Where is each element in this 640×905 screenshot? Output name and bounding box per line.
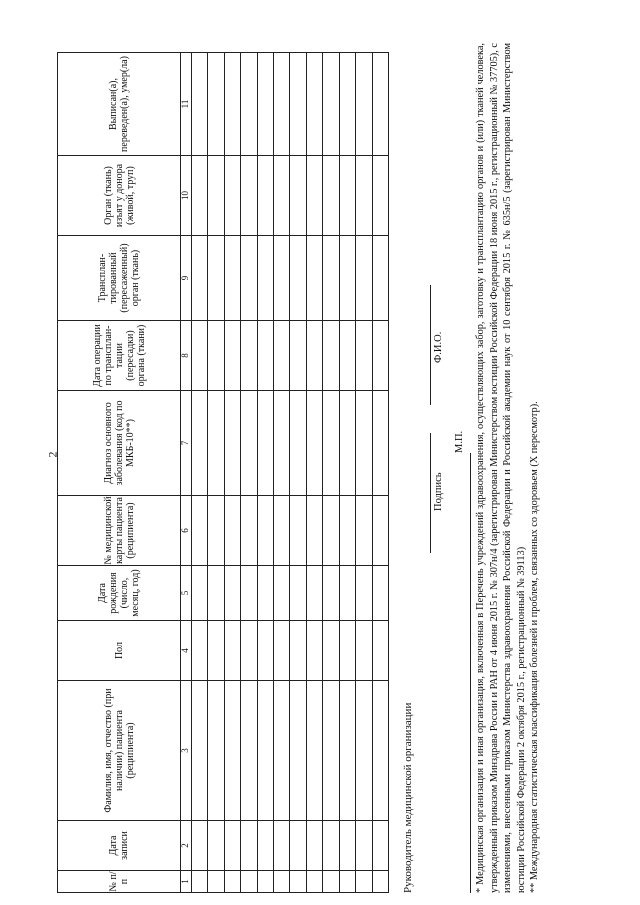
col-header-diagnosis: Диагноз основного заболевания (код по МКБ-10**)	[58, 391, 181, 496]
organization-head-label: Руководитель медицинской организации	[402, 702, 414, 893]
table-cell	[290, 496, 306, 566]
table-cell	[257, 156, 273, 236]
table-cell	[339, 871, 355, 893]
table-cell	[356, 391, 372, 496]
table-cell	[356, 821, 372, 871]
table-cell	[224, 681, 240, 821]
table-cell	[356, 871, 372, 893]
table-row	[208, 53, 224, 893]
table-cell	[372, 391, 388, 496]
footnote-rule	[470, 453, 471, 893]
table-cell	[257, 321, 273, 391]
table-cell	[339, 236, 355, 321]
name-label: Ф.И.О.	[433, 331, 444, 363]
table-cell	[191, 391, 207, 496]
table-cell	[241, 236, 257, 321]
col-number: 5	[181, 566, 192, 621]
col-number: 11	[181, 53, 192, 156]
table-cell	[290, 391, 306, 496]
table-cell	[372, 871, 388, 893]
table-cell	[306, 681, 322, 821]
col-number: 1	[181, 871, 192, 893]
table-cell	[339, 681, 355, 821]
table-cell	[306, 821, 322, 871]
col-header-operation-date: Дата операции по трансплан-тации (пересадки) органа (ткани)	[58, 321, 181, 391]
signature-label: Подпись	[433, 472, 444, 511]
col-number: 10	[181, 156, 192, 236]
table-cell	[274, 566, 290, 621]
page-number: 2	[45, 451, 60, 458]
table-cell	[290, 156, 306, 236]
table-cell	[323, 236, 339, 321]
table-cell	[356, 321, 372, 391]
table-cell	[306, 871, 322, 893]
table-cell	[356, 496, 372, 566]
table-row	[224, 53, 240, 893]
table-cell	[323, 871, 339, 893]
table-cell	[274, 871, 290, 893]
stamp-label: М.П.	[454, 430, 465, 453]
name-line	[430, 285, 431, 405]
col-header-transplanted-organ: Трансплан-тированный (пересаженный) орган (ткань)	[58, 236, 181, 321]
col-header-donor: Орган (ткань) изъят у донора (живой, труп)	[58, 156, 181, 236]
table-cell	[356, 681, 372, 821]
table-cell	[241, 321, 257, 391]
table-cell	[191, 681, 207, 821]
table-cell	[290, 321, 306, 391]
col-number: 9	[181, 236, 192, 321]
table-cell	[323, 156, 339, 236]
table-cell	[191, 156, 207, 236]
table-cell	[208, 53, 224, 156]
header-row	[58, 53, 181, 893]
footnotes	[470, 43, 542, 893]
table-cell	[257, 53, 273, 156]
col-number: 4	[181, 621, 192, 681]
table-cell	[339, 156, 355, 236]
table-cell	[241, 496, 257, 566]
table-cell	[323, 566, 339, 621]
col-number: 3	[181, 681, 192, 821]
col-header-record-date: Дата записи	[58, 821, 181, 871]
table-cell	[306, 156, 322, 236]
table-cell	[339, 496, 355, 566]
table-cell	[224, 53, 240, 156]
table-cell	[208, 566, 224, 621]
table-cell	[208, 496, 224, 566]
table-cell	[323, 53, 339, 156]
table-cell	[241, 621, 257, 681]
column-number-row	[181, 53, 192, 893]
table-cell	[339, 566, 355, 621]
table-cell	[257, 621, 273, 681]
table-cell	[224, 391, 240, 496]
col-header-birth-date: Дата рождения (число, месяц, год)	[58, 566, 181, 621]
table-cell	[323, 321, 339, 391]
table-cell	[372, 566, 388, 621]
table-cell	[372, 621, 388, 681]
table-row	[241, 53, 257, 893]
table-cell	[356, 566, 372, 621]
table-cell	[274, 621, 290, 681]
table-cell	[356, 156, 372, 236]
table-cell	[339, 321, 355, 391]
col-number: 2	[181, 821, 192, 871]
table-cell	[224, 321, 240, 391]
table-cell	[208, 236, 224, 321]
table-cell	[274, 156, 290, 236]
table-cell	[356, 621, 372, 681]
table-cell	[274, 821, 290, 871]
col-header-patient-name: Фамилия, имя, отчество (при наличии) пациента (реципиента)	[58, 681, 181, 821]
table-cell	[290, 621, 306, 681]
table-cell	[306, 321, 322, 391]
table-cell	[339, 53, 355, 156]
table-cell	[323, 496, 339, 566]
table-cell	[290, 236, 306, 321]
table-cell	[323, 391, 339, 496]
signature-block	[392, 13, 482, 893]
table-cell	[356, 236, 372, 321]
table-cell	[257, 871, 273, 893]
col-number: 7	[181, 391, 192, 496]
table-cell	[290, 681, 306, 821]
table-cell	[224, 236, 240, 321]
table-cell	[339, 821, 355, 871]
table-cell	[306, 53, 322, 156]
table-row	[290, 53, 306, 893]
table-cell	[306, 236, 322, 321]
table-cell	[208, 156, 224, 236]
table-row	[191, 53, 207, 893]
table-cell	[323, 681, 339, 821]
table-cell	[257, 496, 273, 566]
table-row	[356, 53, 372, 893]
footnote-1: * Медицинская организация и иная организация, включенная в Перечень учреждений здравоохранения, осуществляющих забор, заготовку и трансплантацию органов и (или) тканей человека, утвержденный приказом Минздрава России и РАН от 4 июня 2015 г. № 307н/4 (зарегистрирован Министерством юстиции Российской Федерации 18 июня 2015 г., регистрационный № 37705), с изменениями, внесенными приказом Министерства здравоохранения Российской Федерации и Российской академии наук от 10 сентября 2015 г. № 635н/5 (зарегистрирован Министерством юстиции Российской Федерации 2 октября 2015 г., регистрационный № 39113)	[475, 43, 527, 893]
table-cell	[208, 871, 224, 893]
table-row	[274, 53, 290, 893]
table-cell	[208, 681, 224, 821]
table-cell	[372, 821, 388, 871]
table-cell	[257, 681, 273, 821]
table-cell	[356, 53, 372, 156]
table-cell	[290, 821, 306, 871]
table-cell	[191, 871, 207, 893]
table-cell	[224, 156, 240, 236]
table-cell	[208, 391, 224, 496]
col-header-number: № п/п	[58, 871, 181, 893]
table-cell	[274, 681, 290, 821]
table-cell	[290, 871, 306, 893]
table-cell	[306, 496, 322, 566]
table-cell	[208, 321, 224, 391]
table-cell	[241, 821, 257, 871]
table-cell	[323, 621, 339, 681]
table-cell	[224, 566, 240, 621]
table-cell	[306, 621, 322, 681]
table-cell	[191, 621, 207, 681]
table-cell	[372, 496, 388, 566]
table-cell	[191, 496, 207, 566]
table-cell	[191, 566, 207, 621]
table-cell	[274, 53, 290, 156]
col-header-sex: Пол	[58, 621, 181, 681]
table-cell	[372, 321, 388, 391]
table-cell	[224, 821, 240, 871]
table-cell	[224, 871, 240, 893]
table-cell	[257, 236, 273, 321]
table-cell	[191, 321, 207, 391]
table-cell	[257, 391, 273, 496]
table-cell	[372, 236, 388, 321]
col-header-card-number: № медицинской карты пациента (реципиента)	[58, 496, 181, 566]
signature-line	[430, 433, 431, 553]
table-cell	[224, 496, 240, 566]
register-table	[57, 52, 389, 893]
table-cell	[339, 621, 355, 681]
col-number: 8	[181, 321, 192, 391]
table-cell	[274, 321, 290, 391]
table-cell	[274, 391, 290, 496]
table-cell	[208, 621, 224, 681]
table-cell	[191, 821, 207, 871]
table-cell	[191, 53, 207, 156]
col-header-outcome: Выписан(а), переведен(а), умер(ла)	[58, 53, 181, 156]
table-cell	[191, 236, 207, 321]
table-row	[339, 53, 355, 893]
table-cell	[372, 156, 388, 236]
table-cell	[323, 821, 339, 871]
table-cell	[241, 681, 257, 821]
table-cell	[241, 871, 257, 893]
table-cell	[372, 681, 388, 821]
table-cell	[241, 391, 257, 496]
table-cell	[306, 566, 322, 621]
table-body	[191, 53, 388, 893]
table-row	[257, 53, 273, 893]
footnote-2: ** Международная статистическая классификация болезней и проблем, связанных со здоровьем (X пересмотр).	[529, 401, 540, 893]
table-cell	[290, 53, 306, 156]
table-cell	[241, 156, 257, 236]
table-cell	[208, 821, 224, 871]
table-row	[372, 53, 388, 893]
table-cell	[224, 621, 240, 681]
table-cell	[274, 496, 290, 566]
table-cell	[257, 566, 273, 621]
table-cell	[290, 566, 306, 621]
table-cell	[241, 566, 257, 621]
table-cell	[241, 53, 257, 156]
table-cell	[339, 391, 355, 496]
table-row	[306, 53, 322, 893]
table-row	[323, 53, 339, 893]
table-cell	[274, 236, 290, 321]
col-number: 6	[181, 496, 192, 566]
table-cell	[372, 53, 388, 156]
table-cell	[306, 391, 322, 496]
table-cell	[257, 821, 273, 871]
